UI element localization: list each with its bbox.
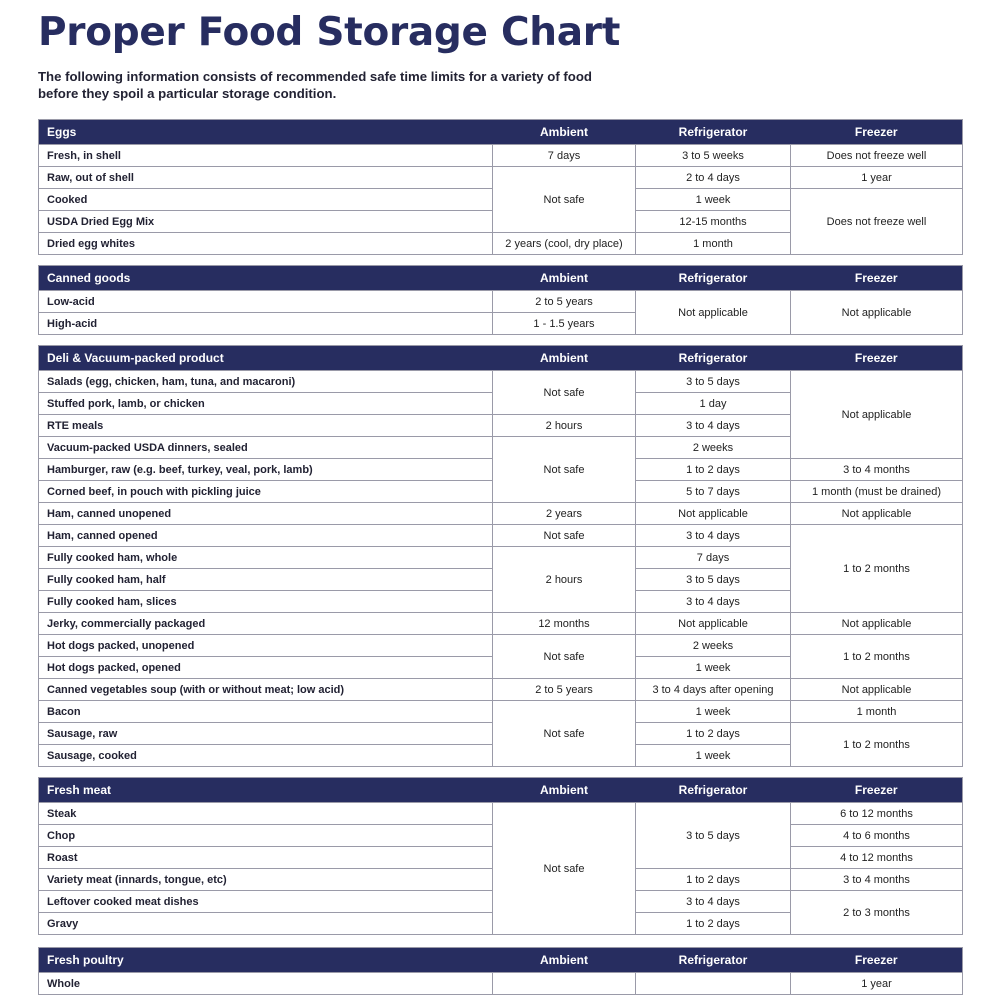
table-row [39, 503, 963, 525]
food-name: Steak [39, 803, 493, 825]
column-header-ambient: Ambient [493, 346, 636, 371]
refrigerator-value: 5 to 7 days [636, 481, 791, 503]
food-name: RTE meals [39, 415, 493, 437]
freezer-value: Not applicable [791, 371, 963, 459]
refrigerator-value: 3 to 4 days [636, 415, 791, 437]
table-row [39, 371, 963, 393]
food-name: USDA Dried Egg Mix [39, 211, 493, 233]
food-name: Raw, out of shell [39, 167, 493, 189]
food-name: Fresh, in shell [39, 145, 493, 167]
refrigerator-value: 1 week [636, 189, 791, 211]
freezer-value: 1 to 2 months [791, 635, 963, 679]
table-row [39, 679, 963, 701]
food-name: Fully cooked ham, slices [39, 591, 493, 613]
column-header-refrigerator: Refrigerator [636, 266, 791, 291]
food-name: Salads (egg, chicken, ham, tuna, and macaroni) [39, 371, 493, 393]
food-name: Bacon [39, 701, 493, 723]
table-row [39, 701, 963, 723]
table-row [39, 635, 963, 657]
ambient-value: 12 months [493, 613, 636, 635]
table-row [39, 803, 963, 825]
column-header-freezer: Freezer [791, 948, 963, 973]
food-name: Jerky, commercially packaged [39, 613, 493, 635]
page-title: Proper Food Storage Chart [38, 10, 621, 55]
intro-line-1: The following information consists of recommended safe time limits for a variety of food [38, 69, 592, 84]
section-title: Fresh poultry [39, 948, 493, 973]
refrigerator-value: 3 to 4 days [636, 525, 791, 547]
food-name: Leftover cooked meat dishes [39, 891, 493, 913]
table-row [39, 973, 963, 995]
intro-text [38, 68, 678, 102]
freezer-value: 6 to 12 months [791, 803, 963, 825]
table-header-row [39, 346, 963, 371]
section-title: Canned goods [39, 266, 493, 291]
fresh-poultry-table [38, 947, 963, 995]
column-header-refrigerator: Refrigerator [636, 120, 791, 145]
column-header-ambient: Ambient [493, 266, 636, 291]
ambient-value: 2 to 5 years [493, 291, 636, 313]
refrigerator-value: 1 to 2 days [636, 723, 791, 745]
refrigerator-value: 1 week [636, 657, 791, 679]
freezer-value: 1 to 2 months [791, 723, 963, 767]
ambient-value: 2 years [493, 503, 636, 525]
refrigerator-value [636, 973, 791, 995]
refrigerator-value: 3 to 5 days [636, 803, 791, 869]
table-header-row [39, 778, 963, 803]
table-row [39, 613, 963, 635]
food-name: Gravy [39, 913, 493, 935]
intro-line-2: before they spoil a particular storage condition. [38, 86, 337, 101]
freezer-value: 4 to 12 months [791, 847, 963, 869]
table-header-row [39, 120, 963, 145]
ambient-value: 1 - 1.5 years [493, 313, 636, 335]
freezer-value: Not applicable [791, 613, 963, 635]
food-name: Chop [39, 825, 493, 847]
food-name: Ham, canned opened [39, 525, 493, 547]
eggs-table [38, 119, 963, 255]
table-row [39, 525, 963, 547]
freezer-value: 1 month (must be drained) [791, 481, 963, 503]
freezer-value: 1 year [791, 167, 963, 189]
ambient-value: Not safe [493, 803, 636, 935]
column-header-refrigerator: Refrigerator [636, 346, 791, 371]
refrigerator-value: 3 to 5 weeks [636, 145, 791, 167]
ambient-value: Not safe [493, 437, 636, 503]
food-name: Canned vegetables soup (with or without meat; low acid) [39, 679, 493, 701]
fresh-meat-table [38, 777, 963, 935]
column-header-freezer: Freezer [791, 266, 963, 291]
ambient-value: Not safe [493, 701, 636, 767]
section-title: Fresh meat [39, 778, 493, 803]
ambient-value [493, 973, 636, 995]
food-name: Fully cooked ham, whole [39, 547, 493, 569]
ambient-value: Not safe [493, 167, 636, 233]
freezer-value: 2 to 3 months [791, 891, 963, 935]
freezer-value: Not applicable [791, 291, 963, 335]
column-header-ambient: Ambient [493, 948, 636, 973]
refrigerator-value: 12-15 months [636, 211, 791, 233]
refrigerator-value: 3 to 5 days [636, 569, 791, 591]
column-header-freezer: Freezer [791, 778, 963, 803]
column-header-ambient: Ambient [493, 120, 636, 145]
food-name: Cooked [39, 189, 493, 211]
freezer-value: Not applicable [791, 679, 963, 701]
refrigerator-value: 2 weeks [636, 437, 791, 459]
food-name: Hamburger, raw (e.g. beef, turkey, veal, pork, lamb) [39, 459, 493, 481]
ambient-value: 2 years (cool, dry place) [493, 233, 636, 255]
section-title: Deli & Vacuum-packed product [39, 346, 493, 371]
ambient-value: Not safe [493, 525, 636, 547]
column-header-ambient: Ambient [493, 778, 636, 803]
food-name: High-acid [39, 313, 493, 335]
ambient-value: 7 days [493, 145, 636, 167]
refrigerator-value: 1 day [636, 393, 791, 415]
ambient-value: 2 hours [493, 415, 636, 437]
table-row [39, 145, 963, 167]
food-name: Sausage, cooked [39, 745, 493, 767]
food-name: Hot dogs packed, unopened [39, 635, 493, 657]
refrigerator-value: 1 to 2 days [636, 869, 791, 891]
freezer-value: 3 to 4 months [791, 869, 963, 891]
deli-table [38, 345, 963, 767]
refrigerator-value: 1 month [636, 233, 791, 255]
food-name: Stuffed pork, lamb, or chicken [39, 393, 493, 415]
column-header-freezer: Freezer [791, 120, 963, 145]
freezer-value: 4 to 6 months [791, 825, 963, 847]
food-name: Sausage, raw [39, 723, 493, 745]
food-name: Whole [39, 973, 493, 995]
food-name: Roast [39, 847, 493, 869]
food-name: Dried egg whites [39, 233, 493, 255]
refrigerator-value: 2 to 4 days [636, 167, 791, 189]
refrigerator-value: 3 to 4 days [636, 591, 791, 613]
freezer-value: 1 to 2 months [791, 525, 963, 613]
column-header-refrigerator: Refrigerator [636, 778, 791, 803]
table-row [39, 167, 963, 189]
freezer-value: Not applicable [791, 503, 963, 525]
refrigerator-value: 3 to 4 days [636, 891, 791, 913]
freezer-value: 3 to 4 months [791, 459, 963, 481]
food-name: Low-acid [39, 291, 493, 313]
canned-goods-table [38, 265, 963, 335]
refrigerator-value: 3 to 4 days after opening [636, 679, 791, 701]
refrigerator-value: 1 to 2 days [636, 459, 791, 481]
food-name: Hot dogs packed, opened [39, 657, 493, 679]
food-name: Vacuum-packed USDA dinners, sealed [39, 437, 493, 459]
refrigerator-value: 1 week [636, 745, 791, 767]
freezer-value: 1 month [791, 701, 963, 723]
food-name: Corned beef, in pouch with pickling juice [39, 481, 493, 503]
refrigerator-value: 1 to 2 days [636, 913, 791, 935]
refrigerator-value: 3 to 5 days [636, 371, 791, 393]
freezer-value: 1 year [791, 973, 963, 995]
section-title: Eggs [39, 120, 493, 145]
food-name: Fully cooked ham, half [39, 569, 493, 591]
table-header-row [39, 948, 963, 973]
table-row [39, 291, 963, 313]
food-name: Variety meat (innards, tongue, etc) [39, 869, 493, 891]
ambient-value: 2 to 5 years [493, 679, 636, 701]
ambient-value: 2 hours [493, 547, 636, 613]
refrigerator-value: 2 weeks [636, 635, 791, 657]
freezer-value: Does not freeze well [791, 189, 963, 255]
column-header-freezer: Freezer [791, 346, 963, 371]
refrigerator-value: 7 days [636, 547, 791, 569]
ambient-value: Not safe [493, 635, 636, 679]
table-header-row [39, 266, 963, 291]
refrigerator-value: Not applicable [636, 291, 791, 335]
refrigerator-value: Not applicable [636, 503, 791, 525]
food-name: Ham, canned unopened [39, 503, 493, 525]
freezer-value: Does not freeze well [791, 145, 963, 167]
column-header-refrigerator: Refrigerator [636, 948, 791, 973]
ambient-value: Not safe [493, 371, 636, 415]
refrigerator-value: 1 week [636, 701, 791, 723]
refrigerator-value: Not applicable [636, 613, 791, 635]
